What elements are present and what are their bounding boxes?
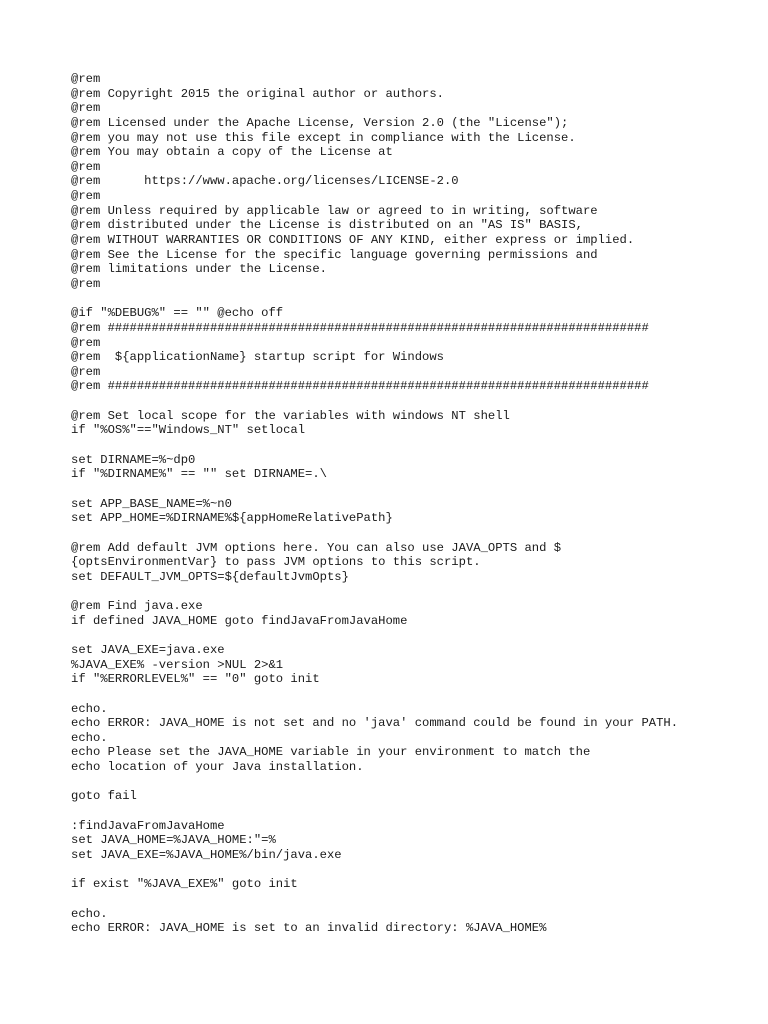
code-line	[71, 292, 761, 307]
code-line: @rem You may obtain a copy of the License at	[71, 145, 393, 160]
script-code-block	[71, 72, 761, 936]
code-line	[71, 584, 761, 599]
code-line: echo.	[71, 701, 108, 716]
code-line: @rem Add default JVM options here. You can also use JAVA_OPTS and $	[71, 540, 562, 555]
code-line: @rem WITHOUT WARRANTIES OR CONDITIONS OF ANY KIND, either express or implied.	[71, 233, 635, 248]
code-line: echo.	[71, 906, 108, 921]
code-line: @rem	[71, 101, 101, 116]
code-line: @rem See the License for the specific language governing permissions and	[71, 247, 598, 262]
code-line: @rem https://www.apache.org/licenses/LICENSE-2.0	[71, 174, 459, 189]
code-line	[71, 526, 761, 541]
code-line	[71, 863, 761, 878]
code-line: if "%ERRORLEVEL%" == "0" goto init	[71, 672, 320, 687]
code-line	[71, 687, 761, 702]
code-line: @rem	[71, 159, 101, 174]
code-line: @rem	[71, 189, 101, 204]
code-line: :findJavaFromJavaHome	[71, 818, 225, 833]
code-line	[71, 804, 761, 819]
code-line: echo Please set the JAVA_HOME variable in your environment to match the	[71, 745, 591, 760]
code-line: if "%OS%"=="Windows_NT" setlocal	[71, 423, 306, 438]
code-line	[71, 775, 761, 790]
code-line: @rem Licensed under the Apache License, Version 2.0 (the "License");	[71, 115, 569, 130]
code-line: goto fail	[71, 789, 137, 804]
code-line: {optsEnvironmentVar} to pass JVM options to this script.	[71, 555, 481, 570]
code-line: echo ERROR: JAVA_HOME is set to an invalid directory: %JAVA_HOME%	[71, 921, 547, 936]
code-line: set JAVA_EXE=java.exe	[71, 642, 225, 657]
code-line: if "%DIRNAME%" == "" set DIRNAME=.\	[71, 467, 327, 482]
code-line: @rem Set local scope for the variables with windows NT shell	[71, 408, 510, 423]
code-line: @rem Find java.exe	[71, 599, 203, 614]
code-line	[71, 438, 761, 453]
code-line: set APP_BASE_NAME=%~n0	[71, 496, 232, 511]
code-line: @rem ${applicationName} startup script for Windows	[71, 350, 444, 365]
code-line: %JAVA_EXE% -version >NUL 2>&1	[71, 657, 284, 672]
code-line: set DIRNAME=%~dp0	[71, 452, 196, 467]
code-line: @rem	[71, 335, 101, 350]
code-line: if defined JAVA_HOME goto findJavaFromJavaHome	[71, 613, 408, 628]
code-line	[71, 394, 761, 409]
code-line: set DEFAULT_JVM_OPTS=${defaultJvmOpts}	[71, 569, 349, 584]
code-line: @rem Copyright 2015 the original author or authors.	[71, 86, 444, 101]
code-line	[71, 892, 761, 907]
code-line: @rem you may not use this file except in compliance with the License.	[71, 130, 576, 145]
code-line: set JAVA_EXE=%JAVA_HOME%/bin/java.exe	[71, 847, 342, 862]
code-line	[71, 628, 761, 643]
code-line: echo location of your Java installation.	[71, 760, 364, 775]
code-line: @rem Unless required by applicable law or agreed to in writing, software	[71, 203, 598, 218]
code-line: @rem	[71, 276, 101, 291]
code-line: @rem	[71, 364, 101, 379]
code-line: set JAVA_HOME=%JAVA_HOME:"=%	[71, 833, 276, 848]
code-line: @rem ##########################################################################	[71, 379, 649, 394]
code-line	[71, 482, 761, 497]
code-line: echo ERROR: JAVA_HOME is not set and no 'java' command could be found in your PATH.	[71, 716, 679, 731]
code-line: @if "%DEBUG%" == "" @echo off	[71, 306, 284, 321]
code-line: @rem ##########################################################################	[71, 320, 649, 335]
code-line: set APP_HOME=%DIRNAME%${appHomeRelativePath}	[71, 511, 393, 526]
code-line: @rem limitations under the License.	[71, 262, 327, 277]
code-line: if exist "%JAVA_EXE%" goto init	[71, 877, 298, 892]
code-line: @rem distributed under the License is distributed on an "AS IS" BASIS,	[71, 218, 583, 233]
code-line: echo.	[71, 730, 108, 745]
code-line: @rem	[71, 72, 101, 86]
